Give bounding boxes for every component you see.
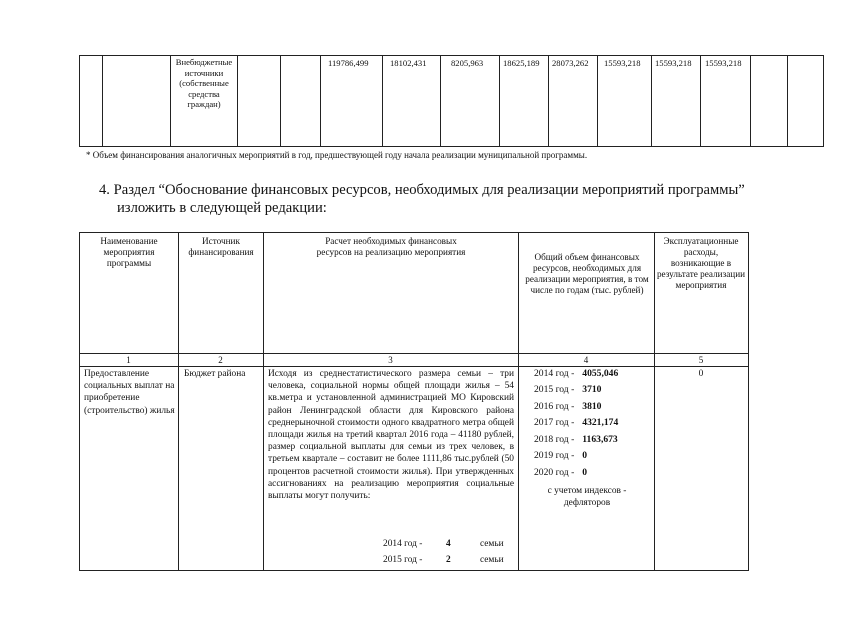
section-heading [99,181,745,199]
section-heading-line1: Раздел “Обоснование финансовых ресурсов, необходимых для реализации мероприятий программы” [113,182,745,198]
top-table-value: 28073,262 [552,58,589,68]
top-table-source-label: Внебюджетные источники (собственные средства граждан) [175,57,233,109]
year-row: 2018 год - 1163,673 [534,434,618,445]
year-row: 2015 год - 3710 [534,384,602,395]
header-activity-name: Наименование мероприятия программы [100,236,158,268]
header-total-volume: Общий объем финансовых ресурсов, необходимых для реализации мероприятия, в том числе по годам (тыс. рублей) [525,252,649,295]
operating-costs-value: 0 [698,369,704,379]
years-note: с учетом индексов - дефляторов [547,486,627,509]
families-unit: семьи [480,539,504,549]
section-number: 4. [99,182,110,198]
top-table-value: 119786,499 [328,58,369,68]
top-table-value: 8205,963 [451,58,484,68]
header-funding-source: Источник финансирования [188,236,254,257]
year-row: 2014 год - 4055,046 [534,368,619,379]
column-number: 1 [126,355,131,365]
calculation-text: Исходя из среднестатистического размера семьи – три человека, социальной нормы общей площади жилья – 54 кв.метра и установленной администрацией МО Кировский район Ленинградской области для Кировского района среднерыночной стоимости одного квадратного метра общей площади жилья на третий квартал 2016 года – 41180 рублей, размер социальной выплаты для семьи из трех человек, в третьем квартале – составит не более 1111,86 тыс.рублей (50 процентов расчетной стоимости жилья). При утвержденных ассигнованиях на реализацию мероприятия социальные выплаты могут получить: [268,369,514,502]
section-heading-line2: изложить в следующей редакции: [117,200,327,216]
activity-name: Предоставление социальных выплат на приобретение (строительство) жилья [84,369,175,416]
year-row: 2017 год - 4321,174 [534,417,619,428]
column-number: 4 [583,355,589,365]
column-number: 5 [698,355,704,365]
header-calculation: Расчет необходимых финансовых ресурсов на реализацию мероприятия [316,236,466,257]
families-unit: семьи [480,555,504,565]
year-row: 2016 год - 3810 [534,401,602,412]
families-year: 2014 год - [383,539,423,549]
column-number: 2 [218,355,223,365]
top-table-value: 18625,189 [503,58,540,68]
header-operating-costs: Эксплуатационные расходы, возникающие в результате реализации мероприятия [656,236,746,290]
footnote: * Объем финансирования аналогичных мероприятий в год, предшествующей году начала реализации муниципальной программы. [86,150,588,160]
families-count: 2 [446,555,451,565]
year-row: 2019 год - 0 [534,450,588,461]
families-year: 2015 год - [383,555,423,565]
top-table-value: 15593,218 [655,58,692,68]
families-count: 4 [446,539,451,549]
top-table-value: 15593,218 [705,58,742,68]
funding-source: Бюджет района [184,369,246,379]
column-number: 3 [388,355,393,365]
year-row: 2020 год - 0 [534,467,588,478]
top-table-value: 18102,431 [390,58,427,68]
top-table-value: 15593,218 [604,58,641,68]
